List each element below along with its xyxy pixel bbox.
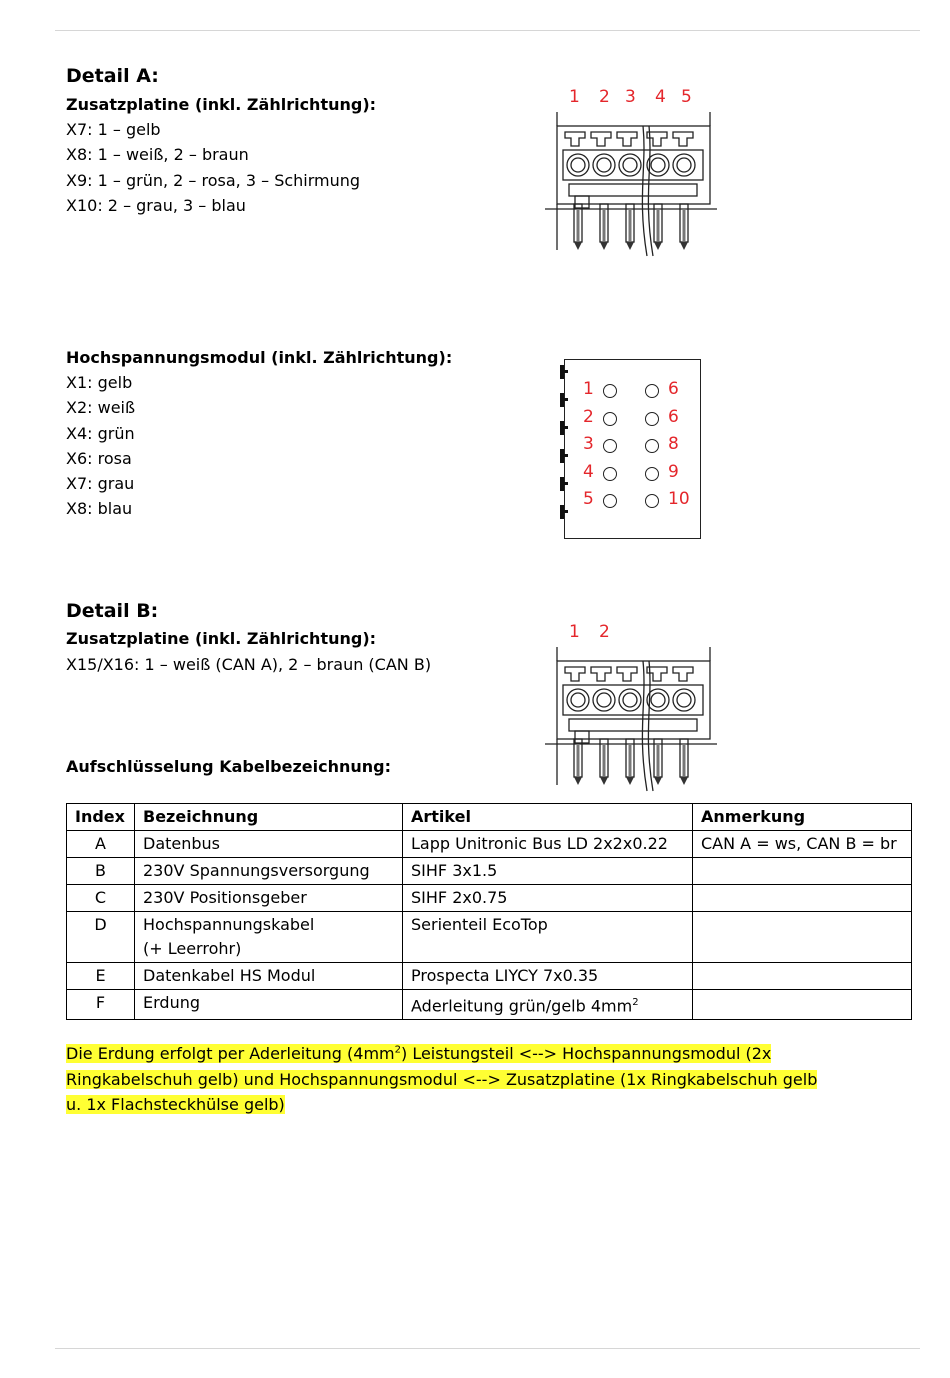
- wiring-line: X4: grün: [66, 423, 135, 443]
- wiring-line: X8: blau: [66, 499, 133, 519]
- detail-a-wiring-list: [66, 117, 360, 218]
- pin-label-1: 1: [569, 622, 580, 642]
- cell-index: D: [67, 912, 135, 963]
- pin-grid: [583, 379, 693, 517]
- detail-b-title: Detail B:: [66, 600, 159, 622]
- table-row: [67, 912, 912, 963]
- table-row: [67, 990, 912, 1020]
- column-header-bezeichnung: Bezeichnung: [135, 804, 403, 831]
- cell-bezeichnung: Datenkabel HS Modul: [135, 963, 403, 990]
- pin-label-left: 4: [583, 461, 594, 482]
- grounding-note: [66, 1038, 828, 1118]
- cell-anmerkung: CAN A = ws, CAN B = br: [693, 831, 912, 858]
- pin-label-left: 5: [583, 489, 594, 509]
- cell-index: A: [67, 831, 135, 858]
- connector-clips: [556, 360, 568, 538]
- pin-hole-icon: [603, 439, 617, 453]
- hs-module-wiring-list: [66, 370, 135, 522]
- table-row: [67, 885, 912, 912]
- cell-anmerkung: [693, 912, 912, 963]
- cell-index: E: [67, 963, 135, 990]
- bottom-rule: [55, 1348, 920, 1349]
- terminal-block-drawing-a: [545, 112, 717, 257]
- cable-table-title: Aufschlüsselung Kabelbezeichnung:: [66, 757, 392, 776]
- wiring-line: X15/X16: 1 – weiß (CAN A), 2 – braun (CAN B): [66, 655, 432, 674]
- pin-label-left: 2: [583, 406, 594, 427]
- pin-label-5: 5: [681, 87, 692, 107]
- pin-hole-icon: [645, 439, 659, 453]
- pin-hole-icon: [645, 412, 659, 426]
- pin-label-right: 6: [668, 379, 679, 399]
- hs-module-subtitle: Hochspannungsmodul (inkl. Zählrichtung):: [66, 348, 453, 367]
- pin-label-left: 1: [583, 379, 594, 399]
- cell-anmerkung: [693, 885, 912, 912]
- cell-bezeichnung: 230V Spannungsversorgung: [135, 858, 403, 885]
- pin-row: [583, 407, 693, 435]
- wiring-line: X10: 2 – grau, 3 – blau: [66, 195, 246, 215]
- detail-b-wiring-list: [66, 652, 431, 677]
- column-header-anmerkung: Anmerkung: [693, 804, 912, 831]
- pin-label-right: 10: [668, 489, 690, 509]
- superscript: 2: [632, 997, 639, 1008]
- table-row: [67, 831, 912, 858]
- detail-b-subtitle: Zusatzplatine (inkl. Zählrichtung):: [66, 629, 377, 648]
- pin-row: [583, 489, 693, 517]
- cell-artikel: Lapp Unitronic Bus LD 2x2x0.22: [403, 831, 693, 858]
- table-header-row: [67, 804, 912, 831]
- detail-a-subtitle: Zusatzplatine (inkl. Zählrichtung):: [66, 95, 377, 114]
- pin-label-right: 9: [668, 461, 679, 482]
- pin-label-left: 3: [583, 434, 594, 454]
- pin-hole-icon: [645, 494, 659, 508]
- cable-table: [66, 803, 912, 1020]
- cell-bezeichnung: Erdung: [135, 990, 403, 1020]
- cell-artikel: Prospecta LIYCY 7x0.35: [403, 963, 693, 990]
- wiring-line: X2: weiß: [66, 398, 136, 418]
- note-text-part1: Die Erdung erfolgt per Aderleitung (4mm: [66, 1044, 395, 1064]
- cell-anmerkung: [693, 858, 912, 885]
- cell-bezeichnung: 230V Positionsgeber: [135, 885, 403, 912]
- pin-label-right: 6: [668, 406, 679, 427]
- terminal-block-drawing-b: [545, 647, 717, 792]
- superscript: 2: [394, 1045, 401, 1056]
- pin-label-2: 2: [599, 622, 610, 642]
- top-rule: [55, 30, 920, 31]
- detail-a-title: Detail A:: [66, 65, 159, 87]
- cell-artikel: SIHF 3x1.5: [403, 858, 693, 885]
- wiring-line: X8: 1 – weiß, 2 – braun: [66, 145, 249, 165]
- cell-artikel: Serienteil EcoTop: [403, 912, 693, 963]
- pin-label-2: 2: [599, 87, 610, 107]
- cell-artikel: SIHF 2x0.75: [403, 885, 693, 912]
- cell-index: C: [67, 885, 135, 912]
- cell-bezeichnung: Datenbus: [135, 831, 403, 858]
- pin-label-4: 4: [655, 87, 666, 107]
- wiring-line: X7: 1 – gelb: [66, 120, 161, 139]
- note-text-part2: ) Leistungsteil <--> Hochspannungsmodul (2x Ringkabelschuh gelb) und Hochspannungsmodul <--> Zusatzplatine (1x Ringkabelschuh gelb u. 1x Flachsteckhülse gelb): [66, 1044, 818, 1115]
- pin-row: [583, 434, 693, 462]
- pin-hole-icon: [603, 412, 617, 426]
- pin-label-right: 8: [668, 434, 679, 454]
- cell-anmerkung: [693, 963, 912, 990]
- table-row: [67, 858, 912, 885]
- column-header-index: Index: [67, 804, 135, 831]
- pin-row: [583, 379, 693, 407]
- wiring-line: X7: grau: [66, 474, 135, 494]
- pin-hole-icon: [603, 384, 617, 398]
- hs-module-connector-drawing: [564, 359, 701, 539]
- pin-hole-icon: [645, 384, 659, 398]
- wiring-line: X9: 1 – grün, 2 – rosa, 3 – Schirmung: [66, 170, 361, 190]
- pin-label-3: 3: [625, 87, 636, 107]
- pin-row: [583, 462, 693, 490]
- wiring-line: X6: rosa: [66, 448, 132, 468]
- artikel-text: Aderleitung grün/gelb 4mm: [411, 996, 633, 1016]
- column-header-artikel: Artikel: [403, 804, 693, 831]
- table-row: [67, 963, 912, 990]
- pin-label-1: 1: [569, 87, 580, 107]
- cell-bezeichnung: Hochspannungskabel (+ Leerrohr): [135, 912, 403, 963]
- cell-artikel: [403, 990, 693, 1020]
- cell-index: B: [67, 858, 135, 885]
- cell-index: F: [67, 990, 135, 1020]
- pin-hole-icon: [603, 494, 617, 508]
- pin-hole-icon: [645, 467, 659, 481]
- wiring-line: X1: gelb: [66, 373, 133, 392]
- cell-anmerkung: [693, 990, 912, 1020]
- pin-hole-icon: [603, 467, 617, 481]
